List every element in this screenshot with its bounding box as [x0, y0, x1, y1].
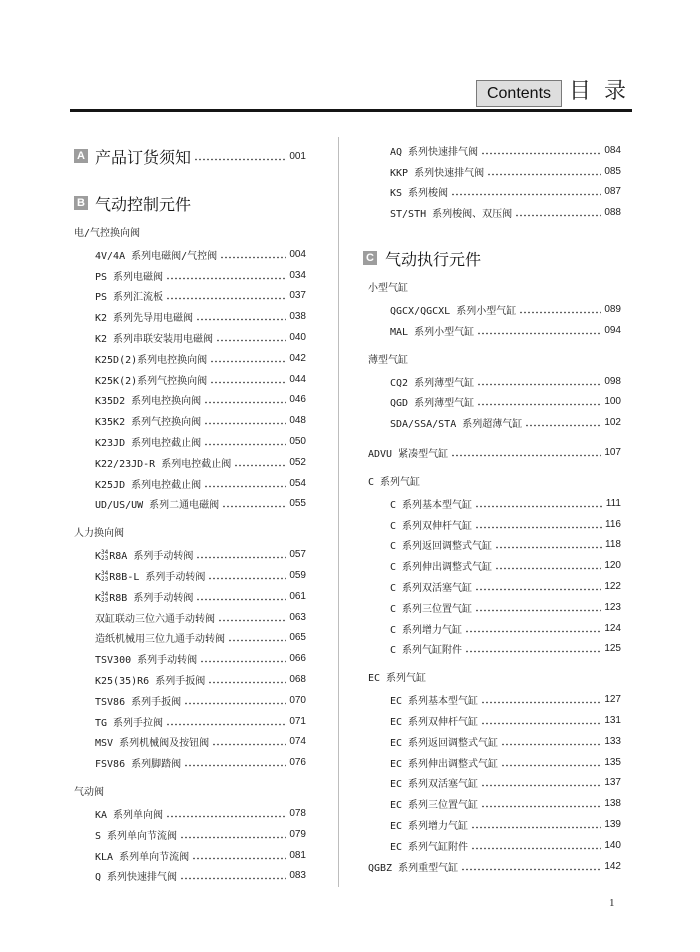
- section-title: 气动执行元件: [385, 249, 482, 269]
- entry-title: QGBZ 系列重型气缸: [368, 862, 459, 874]
- header-rule: [70, 109, 632, 112]
- toc-entry: [368, 442, 621, 463]
- toc-entry: [74, 607, 306, 628]
- page-number: 140: [604, 839, 621, 851]
- entry-title: [95, 589, 193, 604]
- page-number: 078: [289, 808, 306, 820]
- toc-entry: [74, 711, 306, 732]
- dot-leader: [475, 588, 601, 591]
- entry-title: MAL 系列小型气缸: [390, 326, 475, 338]
- dot-leader: [471, 826, 601, 829]
- page-number: 063: [289, 611, 306, 623]
- entry-title: C 系列双伸杆气缸: [390, 520, 473, 532]
- page-number: 074: [289, 736, 306, 748]
- entry-title: [95, 568, 205, 583]
- entry-title: MSV 系列机械阀及按钮阀: [95, 738, 210, 750]
- toc-entry: [368, 161, 621, 182]
- toc-entry: [74, 244, 306, 265]
- page-number: 124: [604, 622, 621, 634]
- dot-leader: [220, 256, 286, 259]
- dot-leader: [204, 422, 286, 425]
- toc-entry: [368, 597, 621, 618]
- section-title: 气动控制元件: [95, 194, 192, 214]
- toc-entry: [368, 773, 621, 794]
- page-number: 070: [289, 694, 306, 706]
- page-number: 076: [289, 757, 306, 769]
- entry-title: K23JD 系列电控截止阀: [95, 438, 202, 450]
- toc-entry: [74, 265, 306, 286]
- entry-title: SDA/SSA/STA 系列超薄气缸: [390, 419, 523, 431]
- dot-leader: [204, 401, 286, 404]
- page-number: 048: [289, 415, 306, 427]
- entry-title: CQ2 系列薄型气缸: [390, 377, 475, 389]
- page-number: 068: [289, 674, 306, 686]
- toc-entry: [368, 555, 621, 576]
- dot-leader: [192, 857, 286, 860]
- toc-entry: [74, 669, 306, 690]
- toc-entry: [74, 390, 306, 411]
- page-number: 042: [289, 352, 306, 364]
- entry-title: C 系列双活塞气缸: [390, 583, 473, 595]
- toc-entry: [74, 628, 306, 649]
- page-number: 087: [604, 186, 621, 198]
- entry-title: TSV86 系列手扳阀: [95, 696, 182, 708]
- entry-title: C 系列基本型气缸: [390, 499, 473, 511]
- toc-entry: [74, 494, 306, 515]
- category-heading: 电/气控换向阀: [74, 228, 141, 239]
- page-number: 131: [604, 715, 621, 727]
- toc-entry: [74, 348, 306, 369]
- toc-entry: [74, 369, 306, 390]
- toc-entry: [74, 752, 306, 773]
- toc-entry: [368, 493, 621, 514]
- dot-leader: [465, 630, 601, 633]
- stacked-model-code: [101, 571, 108, 583]
- dot-leader: [475, 526, 602, 529]
- toc-entry: [368, 576, 621, 597]
- toc-entry: [74, 586, 306, 607]
- page-number: 083: [289, 870, 306, 882]
- toc-entry: [368, 689, 621, 710]
- dot-leader: [477, 383, 601, 386]
- page-number: 037: [289, 290, 306, 302]
- page-number: 107: [604, 447, 621, 459]
- page-number: 038: [289, 311, 306, 323]
- dot-leader: [194, 158, 286, 161]
- entry-title: ADVU 紧凑型气缸: [368, 449, 449, 461]
- toc-entry: [368, 814, 621, 835]
- dot-leader: [204, 443, 286, 446]
- toc-entry: [74, 473, 306, 494]
- toc-entry: [74, 866, 306, 887]
- page-number: 065: [289, 632, 306, 644]
- toc-entry: [368, 514, 621, 535]
- dot-leader: [166, 723, 286, 726]
- code-upper: 34: [101, 590, 109, 598]
- page-number: 050: [289, 436, 306, 448]
- model-prefix: K: [95, 572, 102, 584]
- page-number: 004: [289, 248, 306, 260]
- dot-leader: [475, 609, 601, 612]
- section-letter-badge: A: [74, 149, 88, 163]
- entry-title: EC 系列双伸杆气缸: [390, 717, 479, 729]
- page-number: 123: [604, 601, 621, 613]
- entry-title: K25K(2)系列气控换向阀: [95, 375, 208, 387]
- dot-leader: [222, 505, 286, 508]
- toc-entry: [368, 371, 621, 392]
- entry-title: K25(35)R6 系列手扳阀: [95, 676, 206, 688]
- entry-title: C 系列气缸附件: [390, 645, 463, 657]
- dot-leader: [501, 764, 601, 767]
- dot-leader: [180, 877, 286, 880]
- dot-leader: [166, 277, 286, 280]
- page-number: 102: [604, 417, 621, 429]
- dot-leader: [481, 722, 601, 725]
- page-number: 120: [604, 560, 621, 572]
- page-number: 089: [604, 304, 621, 316]
- dot-leader: [487, 173, 601, 176]
- page-number: 081: [289, 849, 306, 861]
- dot-leader: [180, 836, 286, 839]
- entry-title: UD/US/UW 系列二通电磁阀: [95, 500, 220, 512]
- entry-title: PS 系列电磁阀: [95, 271, 164, 283]
- dot-leader: [212, 743, 286, 746]
- page-number: 085: [604, 165, 621, 177]
- entry-title: [95, 547, 193, 562]
- entry-title: K25D(2)系列电控换向阀: [95, 354, 208, 366]
- toc-entry: [368, 320, 621, 341]
- page-number: 135: [604, 756, 621, 768]
- entry-title: KKP 系列快速排气阀: [390, 167, 485, 179]
- page-number: 142: [604, 860, 621, 872]
- page-number: 044: [289, 373, 306, 385]
- section-letter-badge: C: [363, 251, 377, 265]
- toc-entry: [368, 202, 621, 223]
- page-number: 055: [289, 498, 306, 510]
- dot-leader: [451, 193, 601, 196]
- model-prefix: K: [95, 551, 102, 563]
- dot-leader: [461, 868, 601, 871]
- toc-entry: [368, 412, 621, 433]
- toc-entry: [368, 835, 621, 856]
- page-number: 125: [604, 643, 621, 655]
- page-number: 122: [604, 581, 621, 593]
- page-number: 139: [604, 819, 621, 831]
- page-number: 066: [289, 653, 306, 665]
- entry-title: QGD 系列薄型气缸: [390, 398, 475, 410]
- page-title-cn: 目 录: [569, 79, 629, 104]
- dot-leader: [234, 464, 286, 467]
- section-letter-badge: B: [74, 196, 88, 210]
- category-heading: 薄型气缸: [368, 354, 408, 366]
- entry-title: EC 系列三位置气缸: [390, 800, 479, 812]
- toc-entry: [368, 793, 621, 814]
- dot-leader: [166, 815, 286, 818]
- dot-leader: [210, 360, 286, 363]
- entry-title: 双缸联动三位六通手动转阀: [95, 613, 215, 625]
- entry-title: K22/23JD-R 系列电控截止阀: [95, 458, 232, 470]
- entry-title: ST/STH 系列梭阀、双压阀: [390, 209, 513, 221]
- toc-entry: [74, 803, 306, 824]
- toc-entry: [74, 431, 306, 452]
- page-number-footer: 1: [609, 897, 615, 909]
- toc-entry: [368, 392, 621, 413]
- section-heading: [74, 144, 306, 168]
- dot-leader: [495, 567, 601, 570]
- category-heading: 气动阀: [74, 787, 104, 799]
- dot-leader: [184, 764, 286, 767]
- page-number: 059: [289, 570, 306, 582]
- toc-entry: [368, 710, 621, 731]
- toc-entry: [74, 690, 306, 711]
- dot-leader: [465, 650, 601, 653]
- dot-leader: [166, 297, 286, 300]
- dot-leader: [196, 556, 286, 559]
- dot-leader: [481, 701, 601, 704]
- entry-title: K35K2 系列气控换向阀: [95, 417, 202, 429]
- dot-leader: [495, 546, 602, 549]
- page-number: 098: [604, 375, 621, 387]
- entry-title: EC 系列增力气缸: [390, 821, 469, 833]
- code-lower: 23: [101, 596, 109, 604]
- section-title: 产品订货须知: [95, 147, 192, 167]
- toc-entry: [368, 299, 621, 320]
- entry-title: TSV300 系列手动转阀: [95, 655, 198, 667]
- dot-leader: [196, 598, 286, 601]
- model-prefix: K: [95, 592, 102, 604]
- toc-entry: [368, 639, 621, 660]
- category-heading: EC 系列气缸: [368, 673, 427, 685]
- toc-entry: [74, 452, 306, 473]
- model-rest: R8B 系列手动转阀: [109, 592, 194, 604]
- toc-entry: [74, 286, 306, 307]
- toc-entry: [74, 544, 306, 565]
- dot-leader: [471, 847, 601, 850]
- toc-entry: [368, 618, 621, 639]
- page-number: 094: [604, 324, 621, 336]
- page-number: 046: [289, 394, 306, 406]
- dot-leader: [501, 743, 601, 746]
- toc-entry: [74, 327, 306, 348]
- dot-leader: [208, 681, 286, 684]
- code-upper: 34: [101, 570, 109, 578]
- page-number: 061: [289, 590, 306, 602]
- page-number: 137: [604, 777, 621, 789]
- entry-title: 4V/4A 系列电磁阀/气控阀: [95, 250, 218, 262]
- dot-leader: [184, 702, 286, 705]
- entry-title: QGCX/QGCXL 系列小型气缸: [390, 306, 517, 318]
- entry-title: TG 系列手拉阀: [95, 717, 164, 729]
- page-number: 138: [604, 798, 621, 810]
- page-number: 057: [289, 549, 306, 561]
- dot-leader: [477, 332, 601, 335]
- toc-entry: [74, 824, 306, 845]
- page-number: 084: [604, 144, 621, 156]
- toc-entry: [368, 140, 621, 161]
- dot-leader: [481, 152, 601, 155]
- code-lower: 23: [101, 576, 109, 584]
- toc-entry: [368, 752, 621, 773]
- dot-leader: [208, 577, 286, 580]
- page-number: 079: [289, 828, 306, 840]
- section-heading: [363, 246, 621, 270]
- dot-leader: [477, 403, 601, 406]
- category-heading: 小型气缸: [368, 283, 408, 295]
- toc-entry: [368, 856, 621, 877]
- entry-title: Q 系列快速排气阀: [95, 872, 178, 884]
- dot-leader: [200, 660, 286, 663]
- code-upper: 34: [101, 549, 109, 557]
- page-number: 111: [605, 497, 621, 509]
- page-number: 034: [289, 269, 306, 281]
- entry-title: KLA 系列单向节流阀: [95, 851, 190, 863]
- page-number: 071: [289, 715, 306, 727]
- entry-title: KS 系列梭阀: [390, 188, 449, 200]
- toc-entry: [74, 732, 306, 753]
- stacked-model-code: [101, 592, 108, 604]
- page-number: 133: [604, 735, 621, 747]
- page-number: 116: [605, 518, 621, 530]
- dot-leader: [525, 424, 601, 427]
- page-number: 054: [289, 477, 306, 489]
- page-number: 118: [605, 539, 621, 551]
- entry-title: K2 系列串联安装用电磁阀: [95, 334, 214, 346]
- toc-entry: [74, 845, 306, 866]
- entry-title: 造纸机械用三位九通手动转阀: [95, 634, 225, 646]
- entry-title: EC 系列双活塞气缸: [390, 779, 479, 791]
- dot-leader: [228, 639, 286, 642]
- toc-right-column: [368, 140, 621, 877]
- entry-title: EC 系列基本型气缸: [390, 696, 479, 708]
- dot-leader: [481, 784, 601, 787]
- dot-leader: [204, 485, 286, 488]
- stacked-model-code: [101, 550, 108, 562]
- dot-leader: [481, 805, 601, 808]
- entry-title: PS 系列汇流板: [95, 292, 164, 304]
- dot-leader: [216, 339, 286, 342]
- toc-entry: [74, 648, 306, 669]
- section-heading: [74, 191, 306, 215]
- toc-entry: [368, 731, 621, 752]
- entry-title: EC 系列伸出调整式气缸: [390, 758, 499, 770]
- dot-leader: [475, 505, 603, 508]
- contents-label-box: Contents: [476, 80, 562, 107]
- toc-entry: [74, 410, 306, 431]
- page-number: 100: [604, 396, 621, 408]
- page-number: 127: [604, 694, 621, 706]
- category-heading: 人力换向阀: [74, 528, 124, 540]
- dot-leader: [519, 311, 601, 314]
- dot-leader: [210, 381, 286, 384]
- column-divider: [338, 137, 339, 887]
- page-number: 001: [289, 150, 306, 162]
- toc-entry: [74, 565, 306, 586]
- toc-entry: [74, 306, 306, 327]
- entry-title: C 系列伸出调整式气缸: [390, 562, 493, 574]
- page-number: 052: [289, 456, 306, 468]
- category-heading: C 系列气缸: [368, 476, 421, 488]
- entry-title: EC 系列返回调整式气缸: [390, 737, 499, 749]
- dot-leader: [196, 318, 286, 321]
- toc-entry: [368, 182, 621, 203]
- entry-title: C 系列返回调整式气缸: [390, 541, 493, 553]
- entry-title: EC 系列气缸附件: [390, 841, 469, 853]
- entry-title: C 系列三位置气缸: [390, 603, 473, 615]
- entry-title: KA 系列单向阀: [95, 810, 164, 822]
- page-number: 040: [289, 332, 306, 344]
- toc-left-column: [74, 144, 306, 886]
- model-rest: R8A 系列手动转阀: [109, 551, 194, 563]
- entry-title: K25JD 系列电控截止阀: [95, 479, 202, 491]
- entry-title: AQ 系列快速排气阀: [390, 146, 479, 158]
- entry-title: C 系列增力气缸: [390, 624, 463, 636]
- entry-title: FSV86 系列脚踏阀: [95, 759, 182, 771]
- toc-entry: [368, 535, 621, 556]
- page-number: 088: [604, 207, 621, 219]
- dot-leader: [451, 454, 601, 457]
- entry-title: S 系列单向节流阀: [95, 830, 178, 842]
- dot-leader: [218, 619, 286, 622]
- dot-leader: [515, 214, 601, 217]
- entry-title: K2 系列先导用电磁阀: [95, 313, 194, 325]
- code-lower: 23: [101, 555, 109, 563]
- entry-title: K35D2 系列电控换向阀: [95, 396, 202, 408]
- model-rest: R8B-L 系列手动转阀: [109, 572, 206, 584]
